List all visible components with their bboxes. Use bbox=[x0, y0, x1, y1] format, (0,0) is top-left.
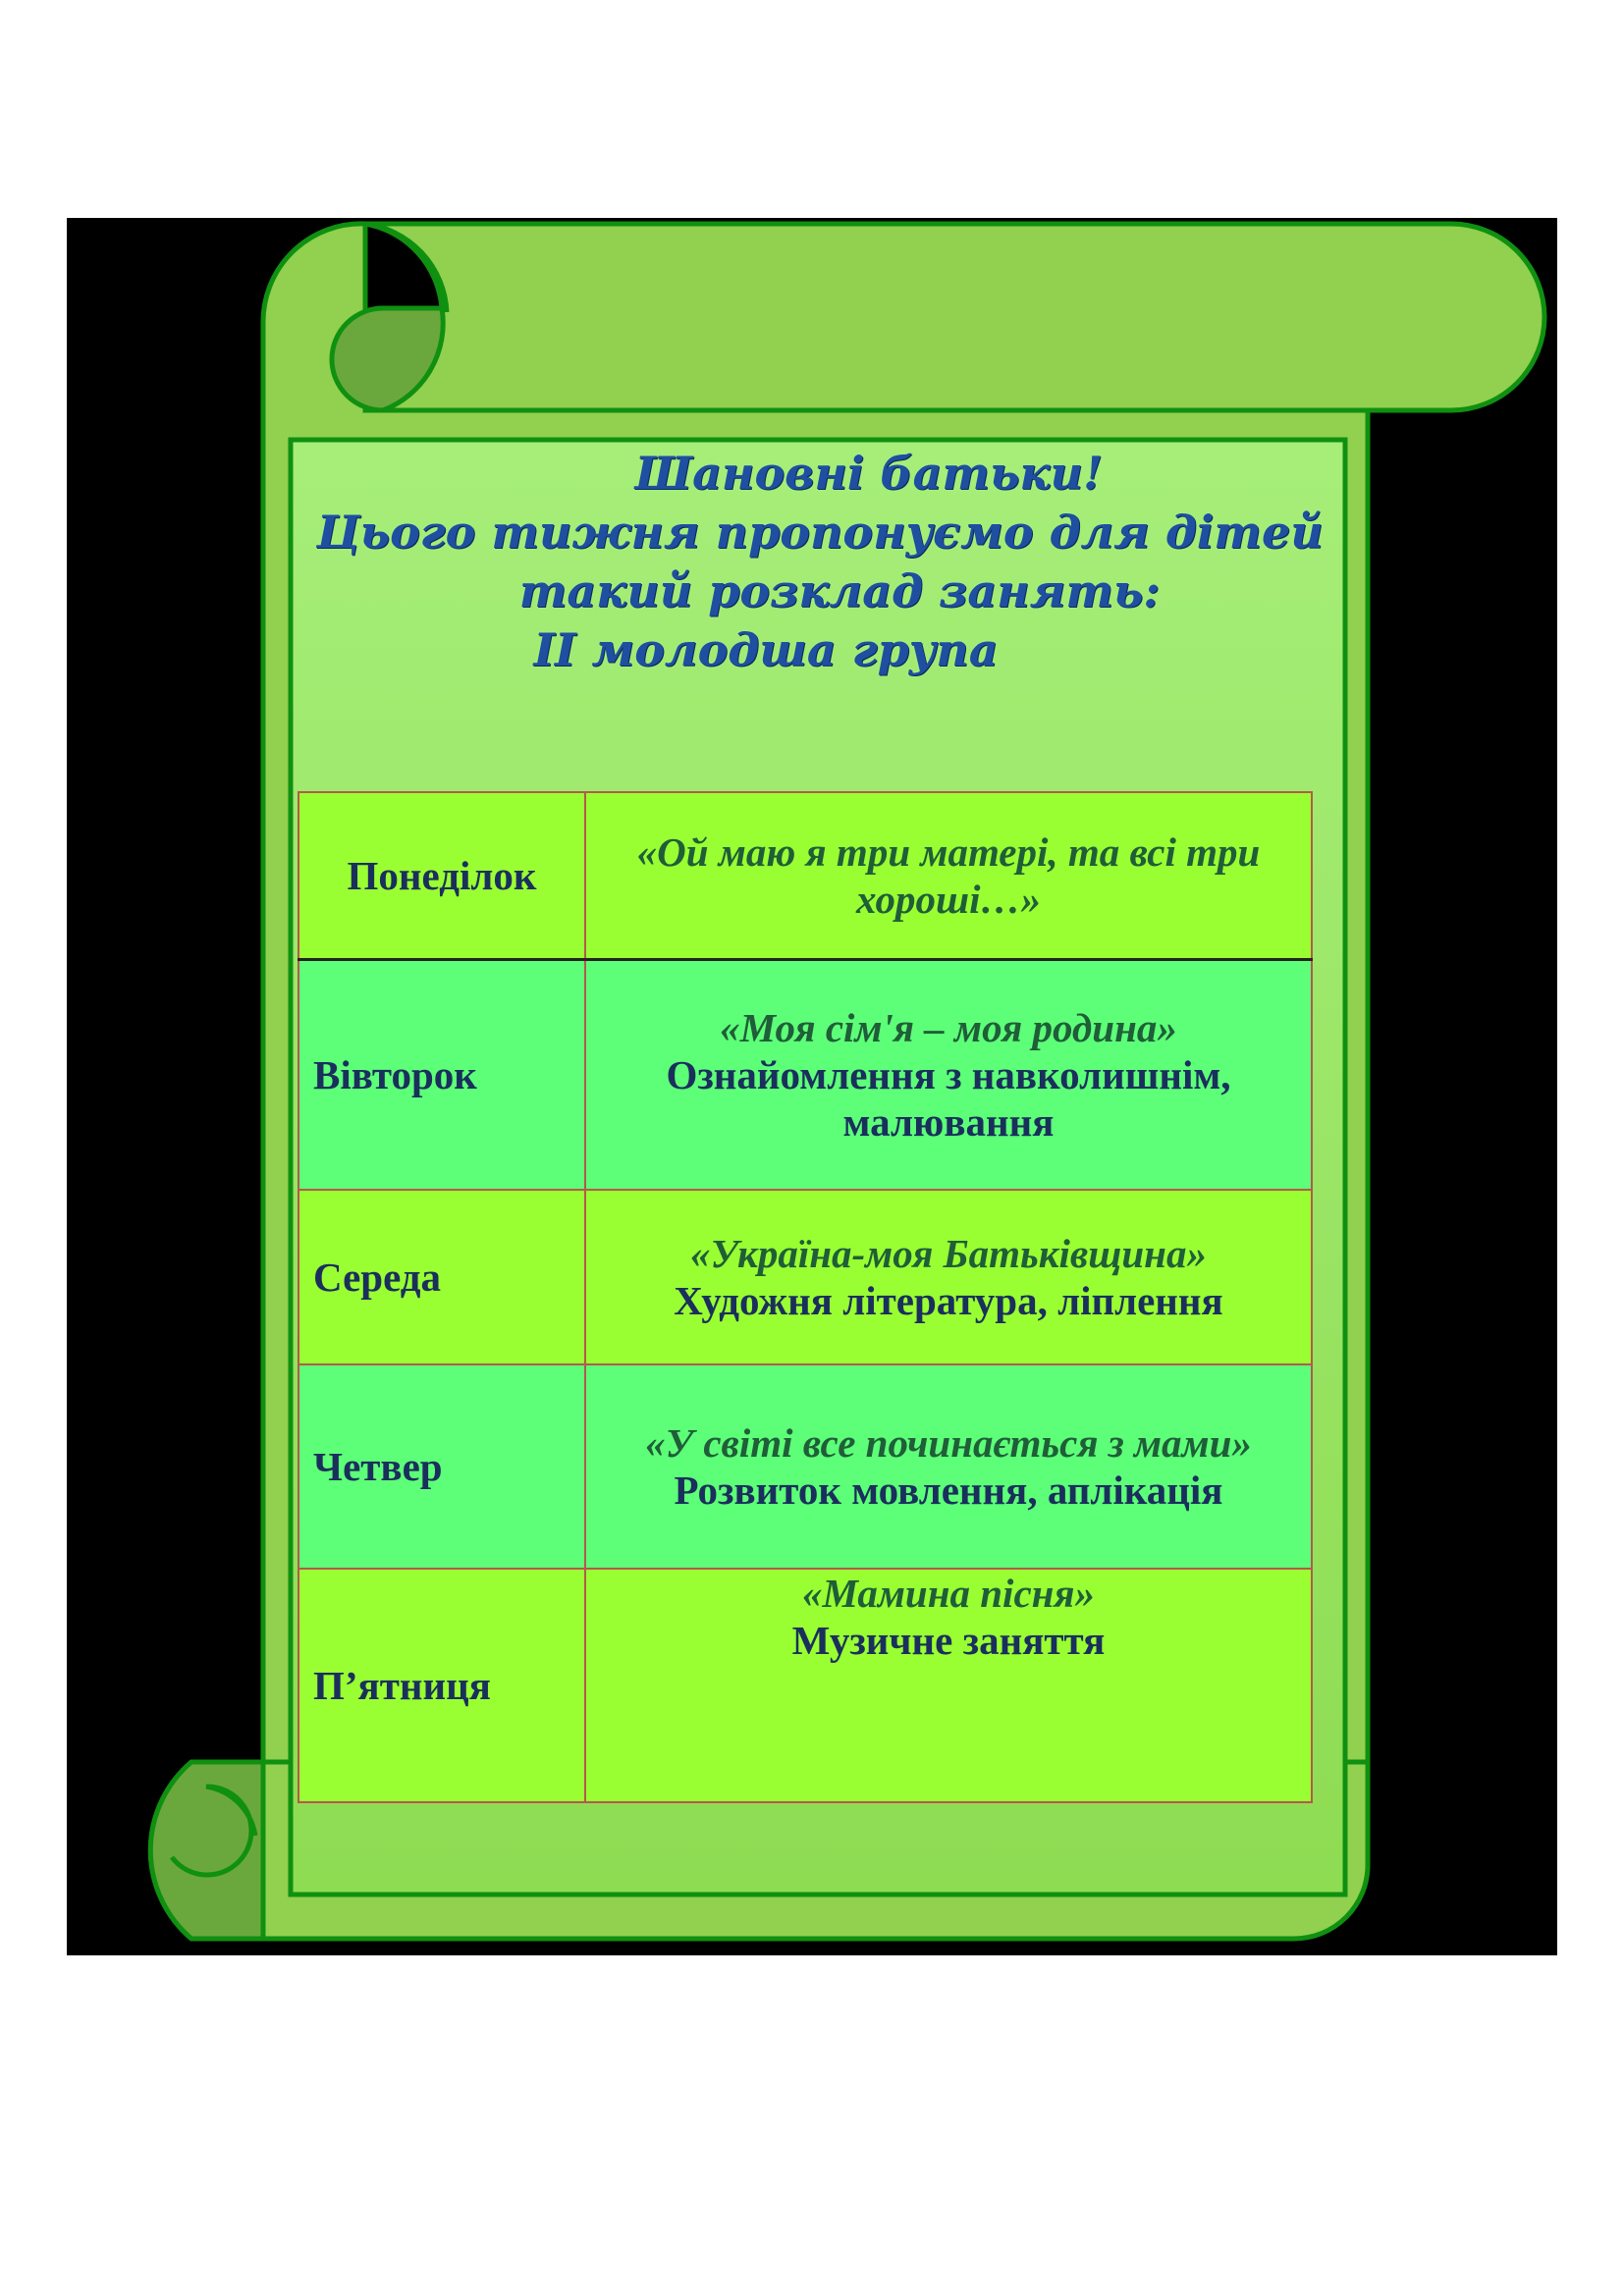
activity-subject: Художня література, ліплення bbox=[674, 1278, 1223, 1323]
intro-line: Цього тижня пропонуємо для дітей bbox=[316, 506, 1324, 559]
day-cell: Вівторок bbox=[298, 960, 585, 1191]
activity-topic: «Україна-моя Батьківщина» bbox=[690, 1231, 1207, 1276]
greeting-line: Шановні батьки! bbox=[634, 447, 1104, 500]
group-name: ІІ молодша група bbox=[533, 623, 999, 676]
schedule-intro-line: такий розклад занять: bbox=[518, 564, 1161, 617]
schedule-row-thursday bbox=[298, 1364, 1312, 1569]
activity-topic: «У світі все починається з мами» bbox=[645, 1420, 1252, 1466]
activity-cell bbox=[585, 792, 1312, 960]
activity-cell bbox=[585, 960, 1312, 1191]
schedule-row-wednesday bbox=[298, 1190, 1312, 1364]
activity-subject: Ознайомлення з навколишнім, малювання bbox=[666, 1052, 1231, 1145]
scroll-top-roll bbox=[332, 224, 1544, 410]
activity-subject: Розвиток мовлення, аплікація bbox=[674, 1468, 1223, 1513]
day-cell: П’ятниця bbox=[298, 1569, 585, 1802]
schedule-row-friday bbox=[298, 1569, 1312, 1802]
day-cell: Четвер bbox=[298, 1364, 585, 1569]
activity-cell bbox=[585, 1190, 1312, 1364]
notice-heading bbox=[293, 444, 1347, 738]
activity-topic: «Мамина пісня» bbox=[801, 1571, 1096, 1616]
day-cell: Середа bbox=[298, 1190, 585, 1364]
schedule-table bbox=[298, 791, 1313, 1803]
schedule-row-tuesday bbox=[298, 960, 1312, 1191]
activity-topic: «Ой маю я три матері, та всі три хороші…» bbox=[636, 829, 1261, 922]
schedule-row-monday bbox=[298, 792, 1312, 960]
activity-cell bbox=[585, 1569, 1312, 1802]
day-cell: Понеділок bbox=[298, 792, 585, 960]
activity-subject: Музичне заняття bbox=[791, 1618, 1106, 1663]
activity-topic: «Моя сім'я – моя родина» bbox=[720, 1005, 1177, 1050]
activity-cell bbox=[585, 1364, 1312, 1569]
